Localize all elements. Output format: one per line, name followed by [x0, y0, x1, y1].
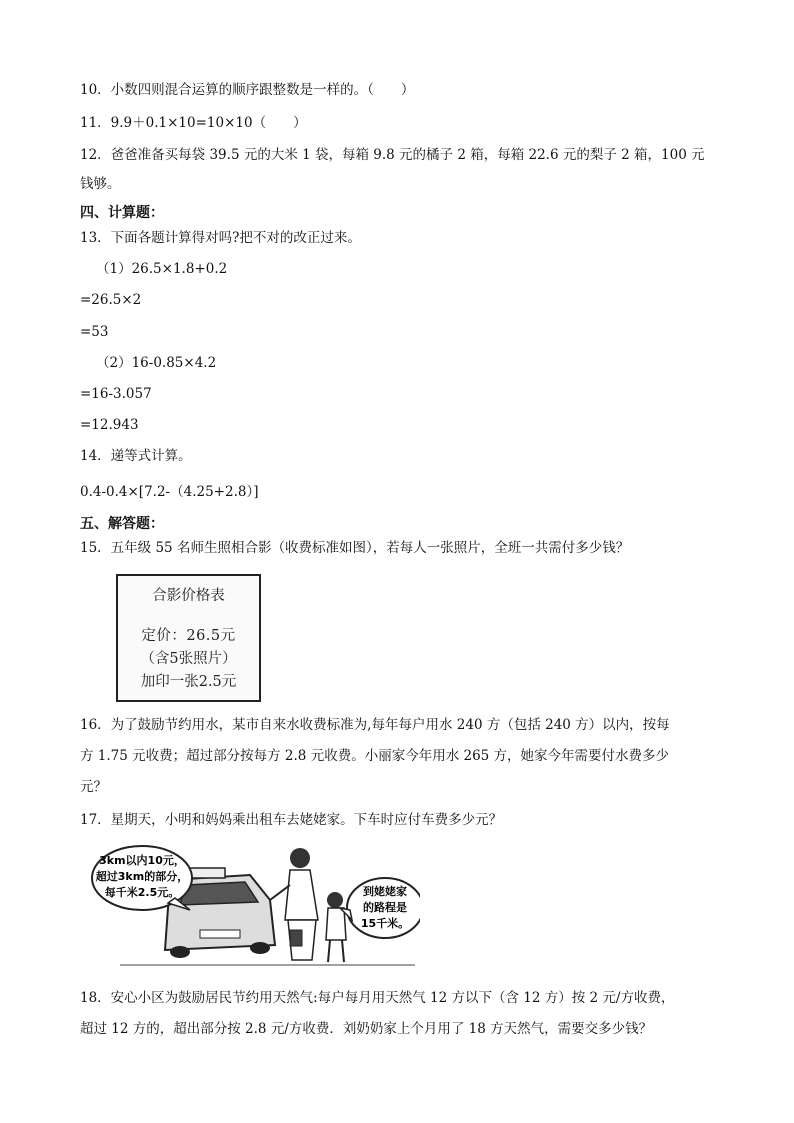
q13-part-1: （1）26.5×1.8+0.2: [96, 261, 228, 277]
bubble-left-line-2: 超过3km的部分，: [95, 870, 189, 883]
q13-part-2-step-1: =16-3.057: [80, 386, 152, 402]
price-table-line-2: （含5张照片）: [140, 651, 237, 667]
question-18-line-2: 超过 12 方的，超出部分按 2.8 元/方收费．刘奶奶家上个月用了 18 方天然气，需要交多少钱？: [80, 1021, 653, 1037]
question-15: 15．五年级 55 名师生照相合影（收费标准如图），若每人一张照片，全班一共需付多少钱？: [80, 540, 630, 556]
question-17: 17．星期天，小明和妈妈乘出租车去姥姥家。下车时应付车费多少元？: [80, 812, 503, 828]
price-table-title: 合影价格表: [152, 588, 225, 604]
bubble-left-line-1: 3km以内10元，: [99, 854, 185, 867]
question-12-line-2: 钱够。: [80, 176, 121, 192]
q13-part-2-step-2: =12.943: [80, 417, 139, 433]
q14-expression: 0.4-0.4×[7.2-（4.25+2.8）]: [80, 484, 259, 500]
section-4-heading: 四、计算题：: [80, 205, 164, 221]
question-16-line-1: 16．为了鼓励节约用水，某市自来水收费标准为,每年每户用水 240 方（包括 240 方）以内，按每: [80, 717, 670, 733]
q13-part-1-step-1: =26.5×2: [80, 292, 142, 308]
question-16-line-2: 方 1.75 元收费；超过部分按每方 2.8 元收费。小丽家今年用水 265 方，她家今年需要付水费多少: [80, 748, 670, 764]
question-14: 14．递等式计算。: [80, 448, 192, 464]
price-table-line-3: 加印一张2.5元: [140, 674, 237, 690]
question-18-line-1: 18．安心小区为鼓励居民节约用天然气:每户每月用天然气 12 方以下（含 12 方）按 2 元/方收费，: [80, 990, 675, 1006]
question-10: 10．小数四则混合运算的顺序跟整数是一样的。（ ）: [80, 82, 415, 98]
section-5-heading: 五、解答题：: [80, 516, 164, 532]
question-12-line-1: 12．爸爸准备买每袋 39.5 元的大米 1 袋，每箱 9.8 元的橘子 2 箱，每箱 22.6 元的梨子 2 箱，100 元: [80, 147, 705, 163]
question-11: 11．9.9＋0.1×10=10×10（ ）: [80, 115, 307, 131]
question-13: 13．下面各题计算得对吗?把不对的改正过来。: [80, 230, 361, 246]
price-table-image: [116, 574, 261, 702]
q13-part-1-step-2: =53: [80, 324, 109, 340]
bubble-right-line-2: 的路程是: [363, 901, 407, 914]
price-table-line-1: 定价：26.5元: [141, 628, 236, 644]
bubble-right-line-1: 到姥姥家: [363, 885, 407, 898]
bubble-right-line-3: 15千米。: [360, 917, 410, 930]
taxi-illustration: [90, 840, 420, 975]
taxi-drawing: [90, 840, 420, 975]
question-16-line-3: 元？: [80, 779, 107, 795]
q13-part-2: （2）16-0.85×4.2: [96, 355, 217, 371]
bubble-left-line-3: 每千米2.5元。: [104, 886, 180, 899]
